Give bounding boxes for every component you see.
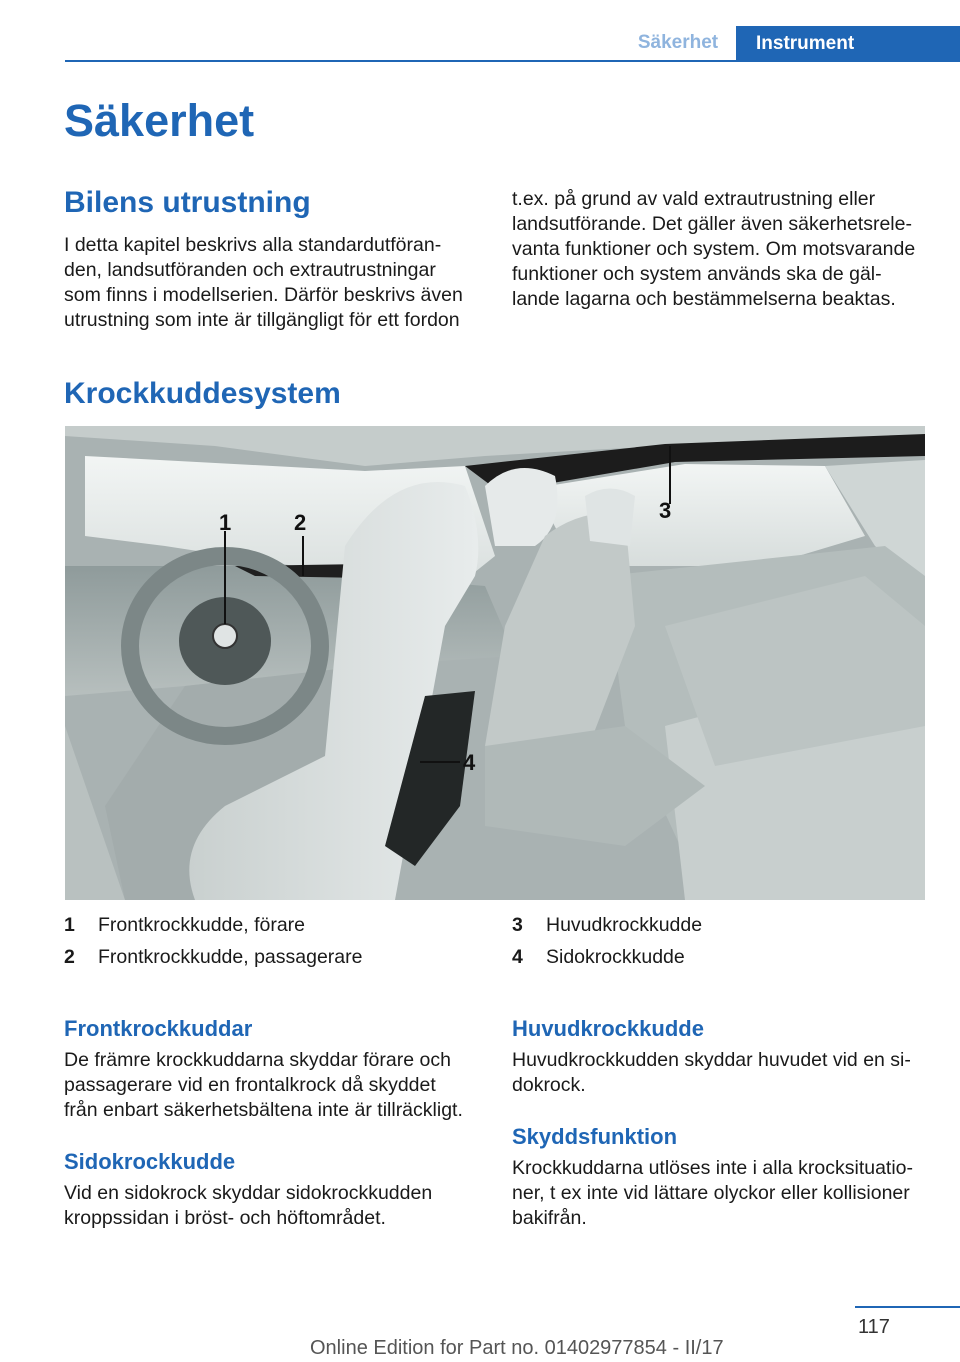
callout-2: 2 <box>294 510 307 535</box>
text-line: t.ex. på grund av vald extrautrustning eller <box>512 188 876 210</box>
head-airbag-heading: Huvudkrockkudde <box>512 1016 704 1041</box>
protection-function-heading: Skyddsfunktion <box>512 1124 678 1149</box>
text-line: dokrock. <box>512 1074 586 1096</box>
text-line: som finns i modellserien. Därför beskrivs även <box>64 284 463 306</box>
callout-3: 3 <box>659 498 672 523</box>
legend-number: 1 <box>64 914 75 936</box>
front-airbags-heading: Frontkrockkuddar <box>64 1016 253 1041</box>
legend-number: 4 <box>512 946 523 968</box>
text-line: från enbart säkerhetsbältena inte är tillräckligt. <box>64 1099 463 1121</box>
car-interior-illustration <box>65 426 925 900</box>
text-line: bakifrån. <box>512 1207 587 1229</box>
legend-text: Huvudkrockkudde <box>546 914 703 936</box>
text-line: I detta kapitel beskrivs alla standardutföran- <box>64 234 442 256</box>
side-airbag-heading: Sidokrockkudde <box>64 1149 236 1174</box>
legend-number: 2 <box>64 946 75 968</box>
legend-text: Sidokrockkudde <box>546 946 685 968</box>
edition-note: Online Edition for Part no. 01402977854 - II/17 <box>310 1337 724 1359</box>
tab-sakerhet[interactable]: Säkerhet <box>637 32 719 53</box>
callout-4: 4 <box>463 750 476 775</box>
head-airbag-text <box>512 1048 942 1098</box>
callout-1: 1 <box>219 510 232 535</box>
equipment-heading: Bilens utrustning <box>64 186 311 219</box>
legend-number: 3 <box>512 914 523 936</box>
text-line: utrustning som inte är tillgängligt för ett fordon <box>64 309 460 331</box>
text-line: landsutförande. Det gäller även säkerhetsrele- <box>512 213 912 235</box>
legend-item-3 <box>512 914 703 937</box>
legend-text: Frontkrockkudde, förare <box>98 914 306 936</box>
legend-text: Frontkrockkudde, passagerare <box>98 946 363 968</box>
text-line: funktioner och system används ska de gäl- <box>512 263 882 285</box>
tab-instrument[interactable]: Instrument <box>736 26 960 62</box>
legend-item-4 <box>512 946 685 969</box>
page-number: 117 <box>858 1316 890 1338</box>
equipment-text-col2 <box>512 187 932 312</box>
airbag-system-heading: Krockkuddesystem <box>64 377 341 410</box>
header-rule <box>65 60 960 62</box>
front-airbags-text <box>64 1048 494 1123</box>
protection-function-text <box>512 1156 942 1231</box>
text-line: lande lagarna och bestämmelserna beaktas. <box>512 288 896 310</box>
text-line: Vid en sidokrock skyddar sidokrockkudden <box>64 1182 433 1204</box>
equipment-text-col1 <box>64 233 484 333</box>
text-line: kroppssidan i bröst- och höftområdet. <box>64 1207 386 1229</box>
legend-item-1 <box>64 914 306 937</box>
text-line: De främre krockkuddarna skyddar förare och <box>64 1049 451 1071</box>
text-line: ner, t ex inte vid lättare olyckor eller kollisioner <box>512 1182 910 1204</box>
text-line: Krockkuddarna utlöses inte i alla krocksituatio- <box>512 1157 914 1179</box>
legend-item-2 <box>64 946 363 969</box>
text-line: vanta funktioner och system. Om motsvarande <box>512 238 916 260</box>
text-line: Huvudkrockkudden skyddar huvudet vid en si- <box>512 1049 911 1071</box>
airbag-locations-figure <box>65 426 925 900</box>
text-line: passagerare vid en frontalkrock då skyddet <box>64 1074 436 1096</box>
page-title: Säkerhet <box>64 95 255 146</box>
footer-rule <box>855 1306 960 1308</box>
side-airbag-text <box>64 1181 494 1231</box>
text-line: den, landsutföranden och extrautrustningar <box>64 259 436 281</box>
